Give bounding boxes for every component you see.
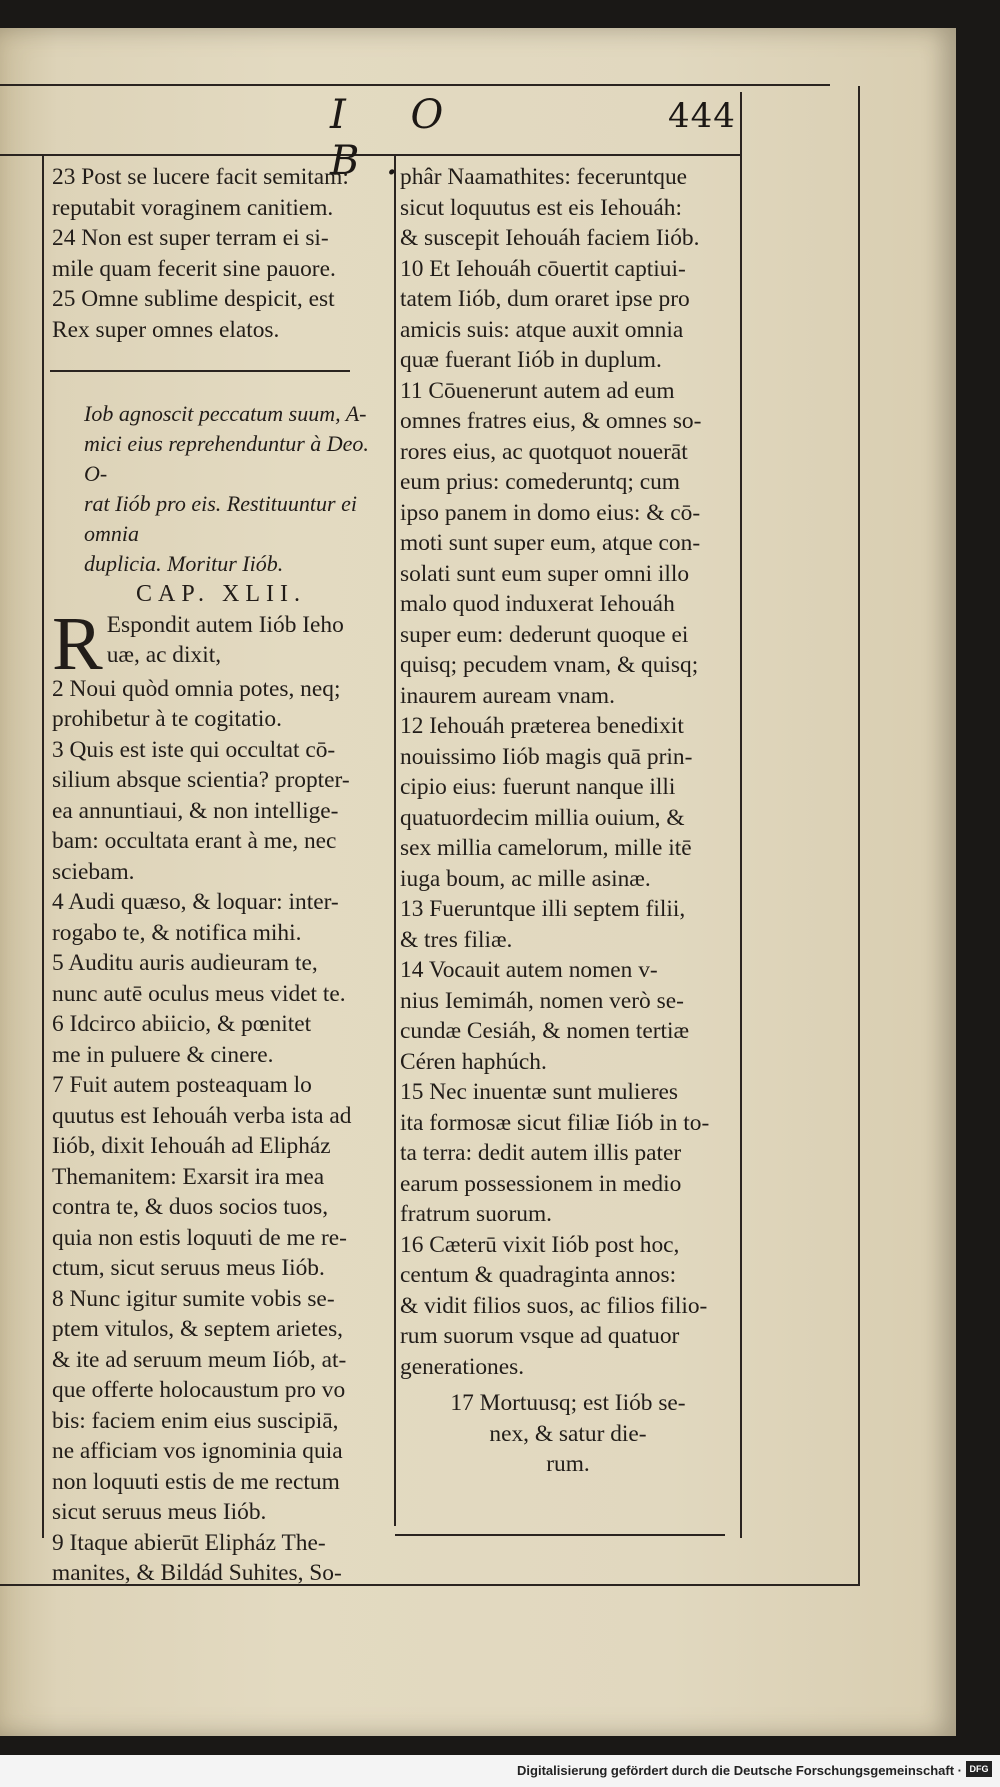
verse-line: Céren haphúch. (400, 1048, 547, 1075)
page-number: 444 (668, 96, 736, 136)
verse-line: nouissimo Iiób magis quā prin- (400, 743, 693, 770)
drop-cap: R (52, 601, 103, 686)
verse-line: 16 Cæterū vixit Iiób post hoc, (400, 1231, 680, 1258)
verse-line: & tres filiæ. (400, 926, 513, 953)
verse-line: 24 Non est super terram ei si- (52, 225, 329, 251)
verse-line: tatem Iiób, dum oraret ipse pro (400, 286, 690, 312)
verse-line: fratrum suorum. (400, 1201, 553, 1227)
verse-line: 5 Auditu auris audieuram te, (52, 950, 318, 976)
verse-line: ctum, sicut seruus meus Iiób. (52, 1255, 325, 1281)
right-column (400, 162, 736, 1480)
verse-line: centum & quadraginta annos: (400, 1262, 677, 1288)
verse-line: silium absque scientia? propter- (52, 767, 350, 793)
summary-line: Iob agnoscit peccatum suum, A- (84, 401, 367, 426)
summary-line: mici eius reprehenduntur à Deo. O- (84, 431, 369, 486)
verse-line: phâr Naamathites: feceruntque (400, 164, 688, 190)
verse-line: & suscepit Iehouáh faciem Iiób. (400, 225, 700, 251)
verse-line: generationes. (400, 1353, 525, 1380)
verse-line: ea annuntiaui, & non intellige- (52, 797, 339, 824)
verse-line: super eum: dederunt quoque ei (400, 621, 689, 648)
left-border (42, 156, 44, 1538)
verse-line: iuga boum, ac mille asinæ. (400, 865, 651, 892)
chapter-ending (400, 1388, 736, 1480)
verse-line: ne afficiam vos ignominia quia (52, 1438, 343, 1464)
verse-line: que offerte holocaustum pro vo (52, 1377, 346, 1403)
verse-line: & vidit filios suos, ac filios filio- (400, 1292, 708, 1319)
verse-line: 13 Fueruntque illi septem filii, (400, 896, 686, 922)
verse-line: bam: occultata erant à me, nec (52, 828, 337, 854)
verse-line: Iiób, dixit Iehouáh ad Elipház (52, 1133, 331, 1159)
verse-line: 3 Quis est iste qui occultat cō- (52, 736, 336, 763)
top-rule (0, 84, 830, 86)
verse-line: sciebam. (52, 858, 135, 885)
verse-line: amicis suis: atque auxit omnia (400, 316, 684, 343)
verse-line: moti sunt super eum, atque con- (400, 530, 701, 556)
verse-line: & ite ad seruum meum Iiób, at- (52, 1346, 347, 1373)
verse-line: rores eius, ac quotquot nouerāt (400, 438, 688, 465)
verse-line: 11 Cōuenerunt autem ad eum (400, 377, 675, 404)
verse-line: 2 Noui quòd omnia potes, neq; (52, 675, 341, 702)
verse-line: 25 Omne sublime despicit, est (52, 286, 335, 312)
chapter-summary (52, 399, 390, 579)
verse-line: nunc autē oculus meus videt te. (52, 980, 346, 1007)
verse-line: 10 Et Iehouáh cōuertit captiui- (400, 255, 686, 282)
dfg-logo: DFG (966, 1761, 992, 1777)
verse-line: reputabit voraginem canitiem. (52, 194, 334, 221)
verse-line: sicut seruus meus Iiób. (52, 1499, 267, 1525)
verse-line: eum prius: comederuntq; cum (400, 469, 680, 495)
verse-line: 9 Itaque abierūt Elipház The- (52, 1529, 326, 1556)
verse-line: sex millia camelorum, mille itē (400, 835, 692, 861)
left-column (52, 162, 390, 1589)
column-divider (394, 156, 396, 1526)
verse-line: nius Iemimáh, nomen verò se- (400, 987, 684, 1014)
verse-line: manites, & Bildád Suhites, So- (52, 1560, 342, 1586)
summary-line: rat Iiób pro eis. Restituuntur ei omnia (84, 491, 357, 546)
verse-line: 15 Nec inuentæ sunt mulieres (400, 1079, 679, 1105)
bottom-rule (395, 1534, 725, 1536)
verse-line: 7 Fuit autem posteaquam lo (52, 1072, 312, 1098)
verse-line: malo quod induxerat Iehouáh (400, 591, 675, 617)
verse-line: ptem vitulos, & septem arietes, (52, 1316, 344, 1342)
verse-line: omnes fratres eius, & omnes so- (400, 408, 702, 434)
verse-line: cipio eius: fuerunt nanque illi (400, 774, 676, 800)
verse-line: ita formosæ sicut filiæ Iiób in to- (400, 1109, 710, 1136)
verse-line: bis: faciem enim eius suscipiā, (52, 1407, 339, 1434)
verse-line: quia non estis loquuti de me re- (52, 1224, 347, 1251)
funding-credit: Digitalisierung gefördert durch die Deutsche Forschungsgemeinschaft · (517, 1763, 962, 1778)
verse-line: rum suorum vsque ad quatuor (400, 1323, 680, 1349)
verse-line: rogabo te, & notifica mihi. (52, 919, 302, 946)
running-title: I O B. (330, 92, 470, 184)
verse-line: mile quam fecerit sine pauore. (52, 255, 336, 282)
verse-line: uæ, ac dixit, (106, 642, 222, 668)
summary-line: duplicia. Moritur Iiób. (84, 551, 284, 576)
ending-line: nex, & satur die- (489, 1420, 647, 1447)
verse-line: 12 Iehouáh præterea benedixit (400, 713, 684, 739)
chapter-heading: CAP. XLII. (135, 581, 306, 607)
verse-line: cundæ Cesiáh, & nomen tertiæ (400, 1018, 690, 1044)
ending-line: rum. (546, 1451, 590, 1477)
verse-line: quutus est Iehouáh verba ista ad (52, 1102, 352, 1129)
verse-line: non loquuti estis de me rectum (52, 1468, 340, 1495)
verse-line: ta terra: dedit autem illis pater (400, 1140, 682, 1166)
verse-line: Themanitem: Exarsit ira mea (52, 1163, 325, 1190)
verse-line: ipso panem in domo eius: & cō- (400, 499, 701, 526)
verse-line: 14 Vocauit autem nomen v- (400, 957, 658, 983)
verse-line: 4 Audi quæso, & loquar: inter- (52, 889, 339, 915)
far-right-rule (858, 86, 860, 1586)
verse-line: contra te, & duos socios tuos, (52, 1194, 329, 1220)
verse-line: quisq; pecudem vnam, & quisq; (400, 652, 699, 678)
verse-line: Espondit autem Iiób Ieho (106, 611, 344, 638)
verse-line: me in puluere & cinere. (52, 1041, 274, 1068)
right-border (740, 92, 742, 1538)
verse-line: 6 Idcirco abiicio, & pœnitet (52, 1011, 312, 1037)
verse-line: 8 Nunc igitur sumite vobis se- (52, 1285, 335, 1312)
verse-line: Rex super omnes elatos. (52, 316, 280, 343)
verse-line: sicut loquutus est eis Iehouáh: (400, 194, 682, 221)
verse-line: earum possessionem in medio (400, 1170, 682, 1197)
verse-line: solati sunt eum super omni illo (400, 560, 690, 587)
verse-line: prohibetur à te cogitatio. (52, 706, 282, 732)
ending-line: 17 Mortuusq; est Iiób se- (450, 1390, 686, 1416)
verse-line: quatuordecim millia ouium, & (400, 804, 685, 831)
verse-line: quæ fuerant Iiób in duplum. (400, 347, 662, 373)
verse-line: inaurem auream vnam. (400, 682, 615, 709)
verse-line: 23 Post se lucere facit semitam: (52, 164, 349, 190)
